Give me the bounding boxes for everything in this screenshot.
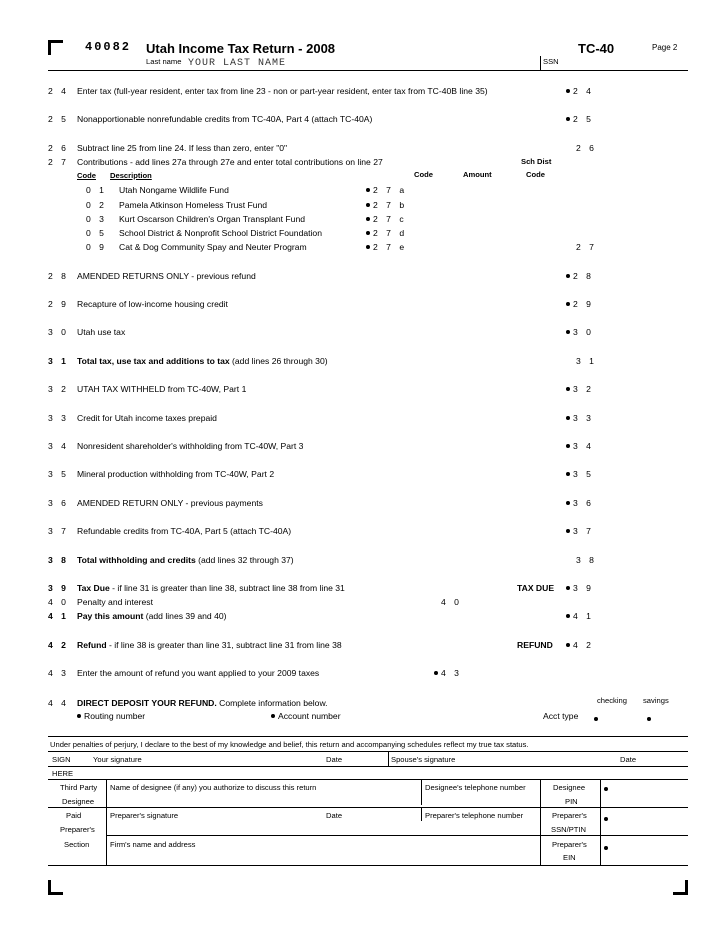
contrib-ref[interactable]: 2 7 a — [366, 185, 407, 195]
amount-column-header: Amount — [463, 170, 492, 179]
designee-pin-field[interactable] — [604, 781, 611, 799]
contrib-code: 0 2 — [86, 200, 107, 210]
line-ref[interactable]: 3 8 — [576, 555, 597, 565]
checking-option[interactable] — [594, 711, 601, 729]
savings-option[interactable] — [647, 711, 654, 729]
preparers-label: Preparer's — [60, 825, 95, 834]
bullet-icon — [566, 330, 570, 334]
line-ref[interactable]: 3 1 — [576, 356, 597, 366]
contrib-code: 0 5 — [86, 228, 107, 238]
line-description: Enter tax (full-year resident, enter tax from line 23 - non or part-year resident, enter tax from TC-40B line 35) — [77, 86, 488, 96]
bullet-icon — [594, 717, 598, 721]
sign-label: SIGN — [52, 755, 71, 764]
preparer-ein-field[interactable] — [604, 840, 611, 858]
contrib-ref[interactable]: 2 7 c — [366, 214, 407, 224]
line-description: Utah use tax — [77, 327, 126, 337]
checking-label: checking — [597, 696, 627, 705]
code-header: Code — [77, 171, 96, 180]
line-ref[interactable]: 3 0 — [566, 327, 594, 337]
line-ref[interactable]: 3 2 — [566, 384, 594, 394]
line-ref[interactable]: 4 3 — [434, 668, 462, 678]
contrib-code: 0 1 — [86, 185, 107, 195]
line-description: Penalty and interest — [77, 597, 153, 607]
preparer-ein-label: Preparer's — [552, 840, 587, 849]
preparer-signature-field[interactable]: Preparer's signature — [110, 811, 179, 820]
form-title: Utah Income Tax Return - 2008 — [146, 41, 336, 56]
ssn-divider — [540, 56, 541, 70]
col-divider — [600, 779, 601, 865]
line-number: 3 6 — [48, 498, 69, 508]
sch-dist-code-header: Code — [526, 170, 545, 179]
contrib-description: School District & Nonprofit School District Foundation — [119, 228, 322, 238]
contrib-ref[interactable]: 2 7 e — [366, 242, 407, 252]
routing-number-field[interactable]: Routing number — [77, 711, 145, 721]
line-description: Tax Due - if line 31 is greater than line 38, subtract line 38 from line 31 — [77, 583, 345, 593]
third-party-top — [48, 779, 688, 780]
bullet-icon — [566, 274, 570, 278]
spouse-divider — [388, 751, 389, 766]
perjury-statement: Under penalties of perjury, I declare to the best of my knowledge and belief, this return and accompanying schedules reflect my true tax status. — [50, 740, 529, 749]
bullet-icon — [566, 586, 570, 590]
header-rule — [48, 70, 688, 71]
pin-label: PIN — [565, 797, 578, 806]
line-ref[interactable]: 4 2 — [566, 640, 594, 650]
preparer-phone-field[interactable]: Preparer's telephone number — [425, 811, 524, 820]
line-number: 4 2 — [48, 640, 69, 650]
section-label: Section — [64, 840, 90, 849]
paid-preparer-top — [48, 807, 688, 808]
designee-pin-label: Designee — [553, 783, 586, 792]
line-ref[interactable]: 2 9 — [566, 299, 594, 309]
refund-label: REFUND — [517, 640, 553, 650]
spouse-signature-field[interactable]: Spouse's signature — [391, 755, 456, 764]
sign-row-top — [48, 751, 688, 752]
contrib-description: Kurt Oscarson Children's Organ Transplant Fund — [119, 214, 306, 224]
line-number: 3 0 — [48, 327, 69, 337]
line-ref[interactable]: 2 7 — [576, 242, 597, 252]
line-description: Total withholding and credits (add lines 32 through 37) — [77, 555, 294, 565]
bullet-icon — [366, 203, 370, 207]
date-label: Date — [326, 755, 343, 764]
date-label: Date — [620, 755, 637, 764]
line-description: AMENDED RETURNS ONLY - previous refund — [77, 271, 256, 281]
line-number: 2 4 — [48, 86, 69, 96]
designee-name-field[interactable]: Name of designee (if any) you authorize to discuss this return — [110, 783, 317, 792]
col-divider — [106, 779, 107, 865]
here-label: HERE — [52, 769, 74, 778]
ssn-label: SSN — [543, 57, 559, 66]
preparer-ssn-field[interactable] — [604, 811, 611, 829]
line-ref[interactable]: 3 6 — [566, 498, 594, 508]
sign-row-under — [48, 766, 688, 767]
bullet-icon — [434, 671, 438, 675]
bullet-icon — [604, 787, 608, 791]
line-number: 3 1 — [48, 356, 69, 366]
line-description: Refund - if line 38 is greater than line 31, subtract line 31 from line 38 — [77, 640, 342, 650]
line-description: Nonapportionable nonrefundable credits from TC-40A, Part 4 (attach TC-40A) — [77, 114, 373, 124]
line-ref[interactable]: 4 0 — [441, 597, 462, 607]
line-description: UTAH TAX WITHHELD from TC-40W, Part 1 — [77, 384, 247, 394]
ein-label: EIN — [563, 853, 576, 862]
acct-type-label: Acct type — [543, 711, 579, 721]
ssn-ptin-label: SSN/PTIN — [551, 825, 587, 834]
date-label: Date — [326, 811, 343, 820]
line-ref[interactable]: 2 6 — [576, 143, 597, 153]
bullet-icon — [566, 501, 570, 505]
line-description: Pay this amount (add lines 39 and 40) — [77, 611, 227, 621]
last-name-field[interactable]: YOUR LAST NAME — [188, 58, 287, 69]
bullet-icon — [566, 302, 570, 306]
bullet-icon — [77, 714, 81, 718]
firm-name-field[interactable]: Firm's name and address — [110, 840, 196, 849]
contrib-description: Utah Nongame Wildlife Fund — [119, 185, 229, 195]
bullet-icon — [566, 387, 570, 391]
bullet-icon — [566, 529, 570, 533]
line-number: 2 5 — [48, 114, 69, 124]
corner-mark-bottom-left — [48, 880, 63, 895]
line-description: Enter the amount of refund you want applied to your 2009 taxes — [77, 668, 320, 678]
bullet-icon — [271, 714, 275, 718]
bullet-icon — [604, 817, 608, 821]
bullet-icon — [566, 643, 570, 647]
line-number: 4 0 — [48, 597, 69, 607]
line-number: 4 4 — [48, 698, 69, 708]
tax-due-label: TAX DUE — [517, 583, 555, 593]
designee-section-label: Designee — [62, 797, 95, 806]
bullet-icon — [366, 231, 370, 235]
line-number: 3 9 — [48, 583, 69, 593]
signature-bottom-rule — [48, 865, 688, 866]
bullet-icon — [604, 846, 608, 850]
bullet-icon — [647, 717, 651, 721]
line-number: 2 8 — [48, 271, 69, 281]
line-description: Contributions - add lines 27a through 27e and enter total contributions on line 27 — [77, 157, 383, 167]
contrib-ref[interactable]: 2 7 d — [366, 228, 407, 238]
bullet-icon — [366, 188, 370, 192]
contrib-code: 0 3 — [86, 214, 107, 224]
corner-mark-top-left — [48, 40, 63, 55]
line-number: 3 5 — [48, 469, 69, 479]
page-number: Page 2 — [652, 43, 678, 52]
line-number: 2 6 — [48, 143, 69, 153]
contrib-ref[interactable]: 2 7 b — [366, 200, 407, 210]
contrib-description: Pamela Atkinson Homeless Trust Fund — [119, 200, 268, 210]
line-number: 2 9 — [48, 299, 69, 309]
line-ref[interactable]: 2 5 — [566, 114, 594, 124]
line-ref[interactable]: 3 4 — [566, 441, 594, 451]
preparer-ssn-label: Preparer's — [552, 811, 587, 820]
designee-phone-field[interactable]: Designee's telephone number — [425, 783, 526, 792]
form-code: 40082 — [85, 40, 132, 54]
line-ref[interactable]: 3 3 — [566, 413, 594, 423]
bullet-icon — [366, 245, 370, 249]
bullet-icon — [566, 89, 570, 93]
bullet-icon — [566, 614, 570, 618]
your-signature-field[interactable]: Your signature — [93, 755, 142, 764]
paid-label: Paid — [66, 811, 82, 820]
line-description: DIRECT DEPOSIT YOUR REFUND. Complete information below. — [77, 698, 328, 708]
corner-mark-bottom-right — [673, 880, 688, 895]
bullet-icon — [366, 217, 370, 221]
line-ref[interactable]: 2 4 — [566, 86, 594, 96]
col-divider — [421, 807, 422, 821]
line-number: 3 7 — [48, 526, 69, 536]
line-number: 3 8 — [48, 555, 69, 565]
line-number: 4 3 — [48, 668, 69, 678]
contrib-description: Cat & Dog Community Spay and Neuter Program — [119, 242, 307, 252]
bullet-icon — [566, 117, 570, 121]
line-number: 4 1 — [48, 611, 69, 621]
line-description: AMENDED RETURN ONLY - previous payments — [77, 498, 263, 508]
contrib-code: 0 9 — [86, 242, 107, 252]
description-header: Description — [110, 171, 152, 180]
line-ref[interactable]: 2 8 — [566, 271, 594, 281]
line-description: Nonresident shareholder's withholding from TC-40W, Part 3 — [77, 441, 304, 451]
col-divider — [421, 779, 422, 805]
line-description: Total tax, use tax and additions to tax (add lines 26 through 30) — [77, 356, 328, 366]
code-column-header: Code — [414, 170, 433, 179]
line-ref[interactable]: 3 5 — [566, 469, 594, 479]
form-id: TC-40 — [578, 41, 615, 56]
line-description: Credit for Utah income taxes prepaid — [77, 413, 217, 423]
bullet-icon — [566, 416, 570, 420]
line-number: 3 2 — [48, 384, 69, 394]
line-ref[interactable]: 3 7 — [566, 526, 594, 536]
line-description: Mineral production withholding from TC-40W, Part 2 — [77, 469, 275, 479]
bullet-icon — [566, 444, 570, 448]
signature-top-rule — [48, 736, 688, 737]
line-description: Refundable credits from TC-40A, Part 5 (attach TC-40A) — [77, 526, 292, 536]
col-divider — [540, 779, 541, 865]
account-number-field[interactable]: Account number — [271, 711, 341, 721]
sch-dist-header: Sch Dist — [521, 157, 552, 166]
line-ref[interactable]: 3 9 — [566, 583, 594, 593]
line-number: 2 7 — [48, 157, 69, 167]
firm-row-top — [106, 835, 688, 836]
line-description: Subtract line 25 from line 24. If less than zero, enter "0" — [77, 143, 288, 153]
bullet-icon — [566, 472, 570, 476]
last-name-label: Last name — [146, 57, 182, 66]
line-number: 3 3 — [48, 413, 69, 423]
line-ref[interactable]: 4 1 — [566, 611, 594, 621]
third-party-label: Third Party — [60, 783, 98, 792]
savings-label: savings — [643, 696, 669, 705]
line-number: 3 4 — [48, 441, 69, 451]
line-description: Recapture of low-income housing credit — [77, 299, 228, 309]
